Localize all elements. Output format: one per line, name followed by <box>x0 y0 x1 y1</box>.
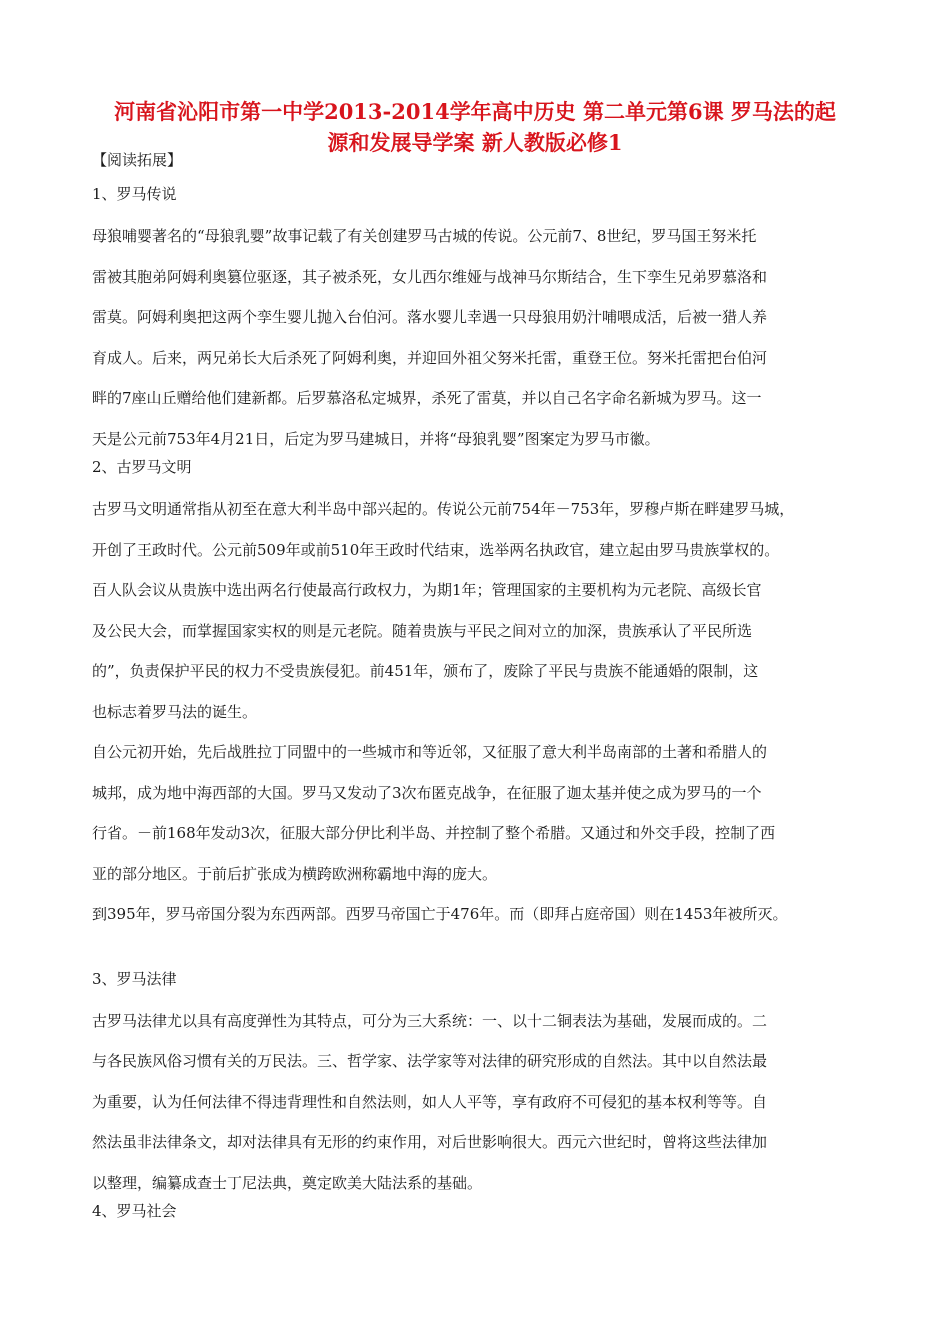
paragraph <box>92 216 872 459</box>
section-heading: 2、古罗马文明 <box>92 458 192 476</box>
text-line: 雷被其胞弟阿姆利奥篡位驱逐，其子被杀死，女儿西尔维娅与战神马尔斯结合，生下孪生兄弟罗慕洛和 <box>92 267 768 286</box>
text-line: 城邦，成为地中海西部的大国。罗马又发动了3次布匿克战争，在征服了迦太基并使之成为罗马的一个 <box>92 783 762 802</box>
text-line: 及公民大会，而掌握国家实权的则是元老院。随着贵族与平民之间对立的加深，贵族承认了平民所选 <box>92 621 753 640</box>
text-line: 天是公元前753年4月21日，后定为罗马建城日，并将“母狼乳婴”图案定为罗马市徽。 <box>92 429 660 448</box>
section-heading: 3、罗马法律 <box>92 969 177 988</box>
text-line: 百人队会议从贵族中选出两名行使最高行政权力，为期1年；管理国家的主要机构为元老院、高级长官 <box>92 581 762 599</box>
text-line: 到395年，罗马帝国分裂为东西两部。西罗马帝国亡于476年。而（即拜占庭帝国）则在1453年被所灭。 <box>92 905 788 923</box>
text-line: 畔的7座山丘赠给他们建新都。后罗慕洛私定城界，杀死了雷莫，并以自己名字命名新城为罗马。这一 <box>92 389 762 407</box>
text-line: 母狼哺婴著名的“母狼乳婴”故事记载了有关创建罗马古城的传说。公元前7、8世纪，罗马国王努米托 <box>92 227 757 245</box>
document-body <box>92 150 872 1221</box>
text-line: 开创了王政时代。公元前509年或前510年王政时代结束，选举两名执政官，建立起由罗马贵族掌权的。 <box>92 540 780 559</box>
title-line: 源和发展导学案 新人教版必修1 <box>327 130 623 155</box>
text-line: 雷莫。阿姆利奥把这两个孪生婴儿抛入台伯河。落水婴儿幸遇一只母狼用奶汁哺喂成活，后被一猎人养 <box>92 308 768 326</box>
title-line: 河南省沁阳市第一中学2013-2014学年高中历史 第二单元第6课 罗马法的起 <box>114 99 836 124</box>
text-line: 为重要，认为任何法律不得违背理性和自然法则，如人人平等，享有政府不可侵犯的基本权利等等。自 <box>92 1092 768 1111</box>
text-line: 自公元初开始，先后战胜拉丁同盟中的一些城市和等近邻，又征服了意大利半岛南部的土著和希腊人的 <box>92 743 768 761</box>
text-line: 也标志着罗马法的诞生。 <box>92 702 258 721</box>
paragraph <box>92 489 872 732</box>
text-line: 以整理，编纂成查士丁尼法典，奠定欧美大陆法系的基础。 <box>92 1173 483 1192</box>
section-heading: 1、罗马传说 <box>92 185 177 203</box>
text-line: 然法虽非法律条文，却对法律具有无形的约束作用，对后世影响很大。西元六世纪时，曾将这些法律加 <box>92 1133 768 1151</box>
section-heading: 4、罗马社会 <box>92 1202 177 1220</box>
text-line: 与各民族风俗习惯有关的万民法。三、哲学家、法学家等对法律的研究形成的自然法。其中以自然法最 <box>92 1052 768 1070</box>
reading-extension-label: 【阅读拓展】 <box>92 151 183 169</box>
text-line: 的”，负责保护平民的权力不受贵族侵犯。前451年，颁布了，废除了平民与贵族不能通婚的限制，这 <box>92 662 759 680</box>
paragraph <box>92 732 872 894</box>
text-line: 亚的部分地区。于前后扩张成为横跨欧洲称霸地中海的庞大。 <box>92 864 498 883</box>
text-line: 行省。－前168年发动3次，征服大部分伊比利半岛、并控制了整个希腊。又通过和外交手段，控制了西 <box>92 824 776 842</box>
text-line: 古罗马文明通常指从初至在意大利半岛中部兴起的。传说公元前754年－753年，罗穆卢斯在畔建罗马城， <box>92 500 795 518</box>
text-line: 古罗马法律尤以具有高度弹性为其特点，可分为三大系统：一、以十二铜表法为基础，发展而成的。二 <box>92 1011 768 1030</box>
paragraph <box>92 894 872 935</box>
text-line: 育成人。后来，两兄弟长大后杀死了阿姆利奥，并迎回外祖父努米托雷，重登王位。努米托雷把台伯河 <box>92 348 768 367</box>
document-title <box>80 96 870 158</box>
paragraph <box>92 1001 872 1204</box>
